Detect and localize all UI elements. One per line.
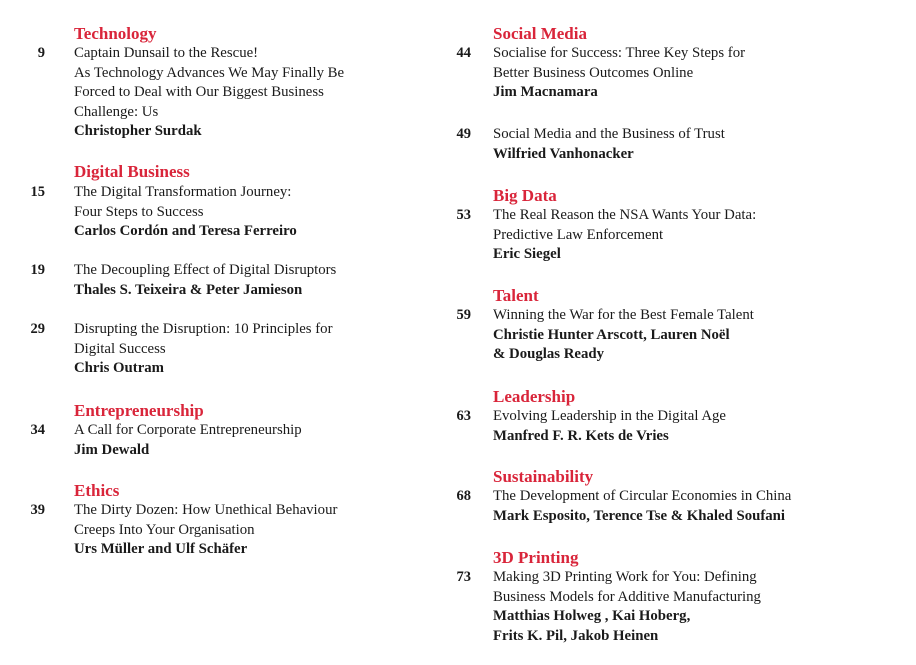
article-title-line: Evolving Leadership in the Digital Age (493, 408, 727, 424)
article-text (74, 501, 337, 560)
article-text (74, 320, 333, 379)
article-text (493, 206, 756, 265)
article-title-line: The Digital Transformation Journey: (74, 184, 292, 200)
section-heading-social-media: Social Media (493, 24, 587, 43)
section-heading-talent: Talent (493, 286, 539, 305)
article-author-line: Frits K. Pil, Jakob Heinen (493, 627, 659, 644)
article-author-line: Jim Macnamara (493, 84, 598, 100)
article-text (493, 407, 726, 446)
page-number: 68 (456, 488, 471, 504)
section-heading-3d-printing: 3D Printing (493, 548, 579, 567)
article-author-line: & Douglas Ready (493, 346, 604, 362)
page-number: 9 (37, 45, 45, 61)
article-author-line: Jim Dewald (74, 441, 150, 458)
article-text (74, 421, 302, 460)
page-number: 49 (456, 126, 471, 142)
page-number: 39 (30, 502, 45, 518)
article-author-line: Thales S. Teixeira & Peter Jamieson (74, 281, 303, 298)
article-text (493, 44, 745, 103)
article-title-line: The Dirty Dozen: How Unethical Behaviour (74, 502, 338, 518)
article-title-line: Digital Success (74, 340, 166, 357)
article-title-line: Better Business Outcomes Online (493, 64, 694, 81)
article-title-line: Predictive Law Enforcement (493, 226, 664, 243)
article-title-line: Captain Dunsail to the Rescue! (74, 45, 259, 61)
article-title-line: The Development of Circular Economies in China (493, 488, 792, 504)
article-title-line: The Decoupling Effect of Digital Disruptors (74, 262, 337, 278)
article-title-line: Business Models for Additive Manufacturing (493, 588, 761, 605)
article-author-line: Carlos Cordón and Teresa Ferreiro (74, 223, 297, 239)
article-text (493, 306, 754, 365)
section-heading-leadership: Leadership (493, 387, 576, 406)
article-text (74, 44, 344, 142)
article-author-line: Christie Hunter Arscott, Lauren Noël (493, 326, 730, 343)
article-title-line: Four Steps to Success (74, 203, 204, 220)
page-number: 29 (30, 321, 45, 337)
article-title-line: Making 3D Printing Work for You: Defining (493, 569, 757, 585)
article-author-line: Eric Siegel (493, 246, 561, 262)
page-number: 53 (456, 207, 471, 223)
article-title-line: Social Media and the Business of Trust (493, 126, 725, 142)
section-heading-big-data: Big Data (493, 186, 557, 205)
article-title-line: As Technology Advances We May Finally Be (74, 64, 345, 81)
section-heading-entrepreneurship: Entrepreneurship (74, 401, 204, 420)
article-author-line: Mark Esposito, Terence Tse & Khaled Soufani (493, 507, 786, 524)
article-title-line: Socialise for Success: Three Key Steps for (493, 45, 746, 61)
article-text (493, 568, 761, 646)
article-author-line: Christopher Surdak (74, 123, 202, 139)
page-number: 34 (30, 422, 45, 438)
section-heading-ethics: Ethics (74, 481, 120, 500)
article-text (74, 261, 336, 300)
article-title-line: Winning the War for the Best Female Talent (493, 307, 754, 323)
page-number: 19 (30, 262, 45, 278)
article-title-line: Forced to Deal with Our Biggest Business (74, 84, 324, 100)
article-title-line: Challenge: Us (74, 103, 159, 120)
page-number: 15 (30, 184, 45, 200)
page-number: 73 (456, 569, 471, 585)
page-number: 63 (456, 408, 471, 424)
article-author-line: Manfred F. R. Kets de Vries (493, 427, 669, 444)
page-number: 44 (456, 45, 471, 61)
section-heading-technology: Technology (74, 24, 157, 43)
article-title-line: A Call for Corporate Entrepreneurship (74, 422, 302, 438)
article-author-line: Matthias Holweg , Kai Hoberg, (493, 608, 691, 624)
article-text (493, 125, 725, 164)
article-author-line: Urs Müller and Ulf Schäfer (74, 541, 248, 557)
article-title-line: The Real Reason the NSA Wants Your Data: (493, 207, 757, 223)
article-text (74, 183, 297, 242)
section-heading-digital-business: Digital Business (74, 162, 190, 181)
page-number: 59 (456, 307, 471, 323)
article-title-line: Creeps Into Your Organisation (74, 521, 255, 538)
article-text (493, 487, 791, 526)
section-heading-sustainability: Sustainability (493, 467, 594, 486)
article-author-line: Chris Outram (74, 360, 165, 376)
article-title-line: Disrupting the Disruption: 10 Principles for (74, 321, 333, 337)
article-author-line: Wilfried Vanhonacker (493, 145, 634, 162)
